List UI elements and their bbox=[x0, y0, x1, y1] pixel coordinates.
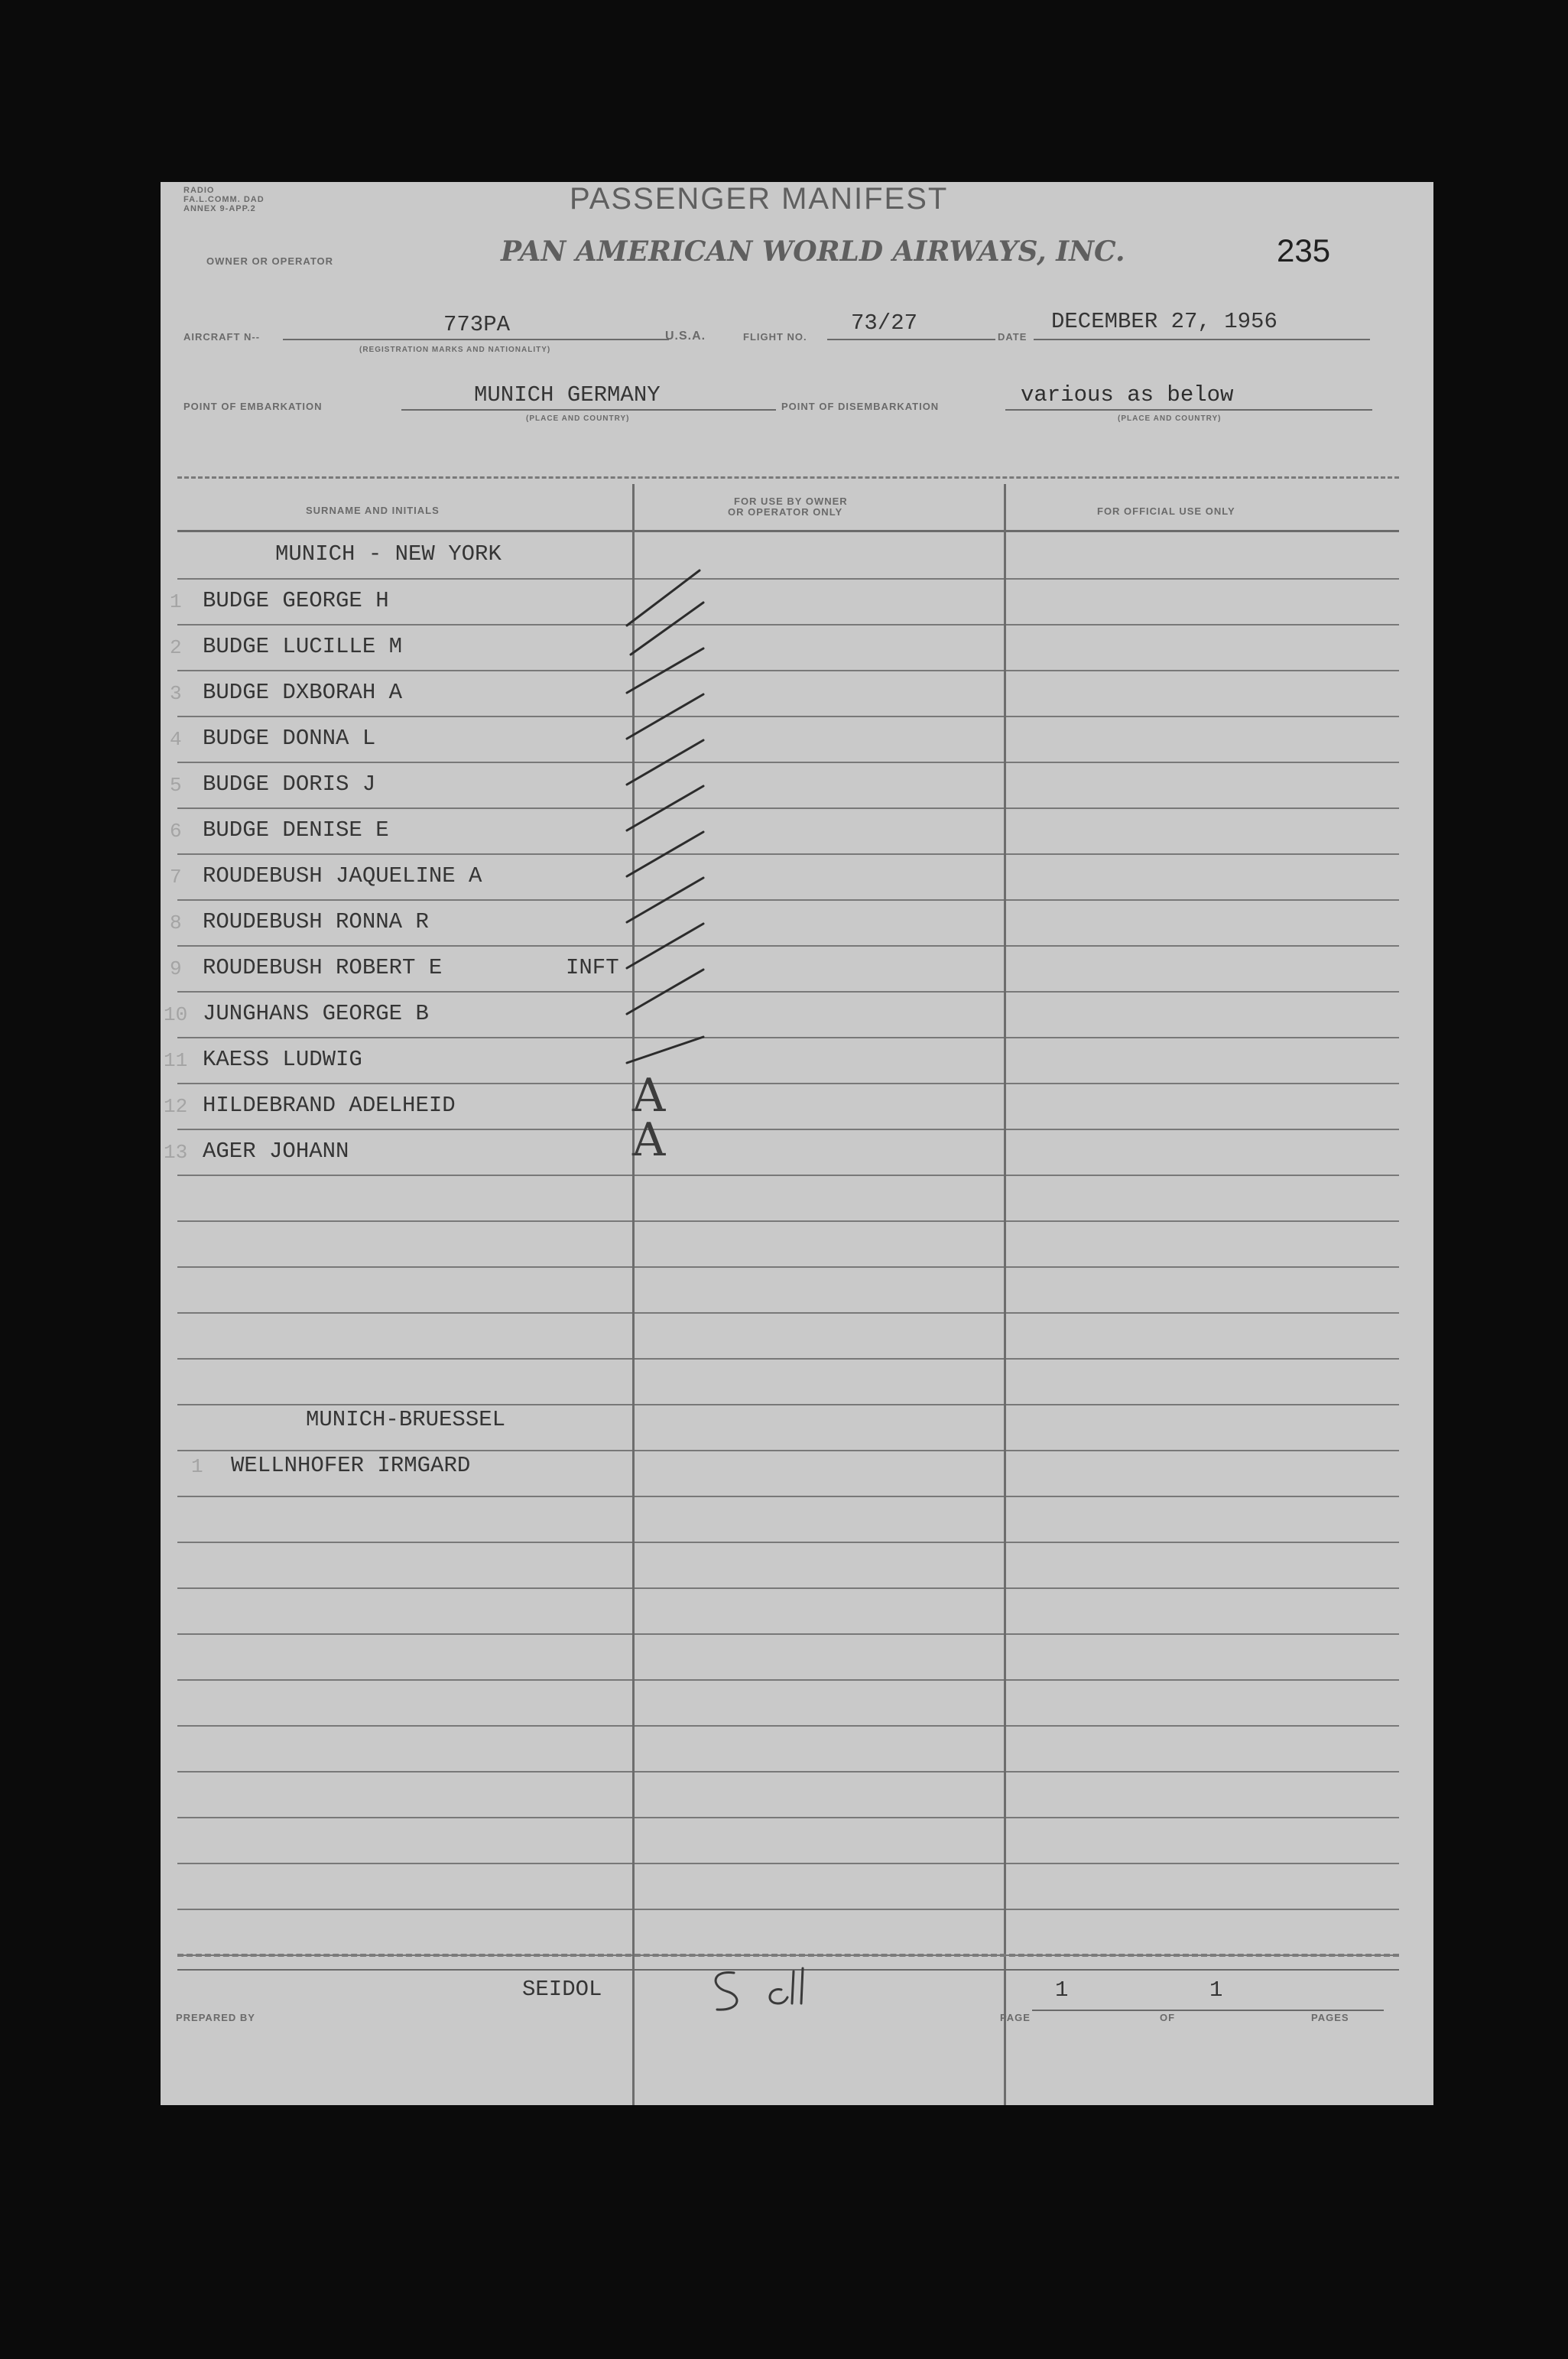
passenger-name: BUDGE DORIS J bbox=[203, 772, 376, 797]
ruled-line bbox=[177, 1725, 1399, 1727]
page-value: 1 bbox=[1055, 1977, 1069, 2003]
page-number-stamp: 235 bbox=[1277, 232, 1331, 268]
form-reference: RADIO FA.L.COMM. DAD ANNEX 9-APP.2 bbox=[183, 186, 265, 213]
ruled-line bbox=[177, 1587, 1399, 1589]
ruled-line bbox=[177, 899, 1399, 901]
passenger-name: KAESS LUDWIG bbox=[203, 1047, 362, 1072]
ruled-line bbox=[177, 853, 1399, 855]
passenger-name: ROUDEBUSH RONNA R bbox=[203, 909, 429, 934]
ruled-line bbox=[177, 1496, 1399, 1497]
ruled-line bbox=[177, 1129, 1399, 1130]
ruled-line bbox=[177, 1633, 1399, 1635]
of-label: OF bbox=[1160, 2012, 1176, 2023]
passenger-name: AGER JOHANN bbox=[203, 1139, 349, 1164]
disembarkation-label: POINT OF DISEMBARKATION bbox=[781, 401, 940, 412]
section-route-1: MUNICH - NEW YORK bbox=[275, 541, 502, 567]
ruled-line bbox=[177, 1679, 1399, 1681]
embarkation-label: POINT OF EMBARKATION bbox=[183, 401, 323, 412]
passenger-name: ROUDEBUSH ROBERT E bbox=[203, 955, 443, 980]
ruled-line bbox=[177, 1175, 1399, 1176]
owner-mark-a-1: A bbox=[632, 1069, 666, 1123]
ruled-line bbox=[177, 1450, 1399, 1451]
column-header-owner-2: OR OPERATOR ONLY bbox=[728, 506, 843, 518]
ruled-line bbox=[177, 578, 1399, 580]
aircraft-label: AIRCRAFT N-- bbox=[183, 331, 261, 343]
flight-label: FLIGHT NO. bbox=[743, 331, 807, 343]
passenger-name: HILDEBRAND ADELHEID bbox=[203, 1093, 456, 1118]
passenger-name: BUDGE DONNA L bbox=[203, 726, 376, 751]
signature bbox=[696, 1964, 872, 2017]
owner-mark-a-2: A bbox=[632, 1113, 666, 1167]
place-caption-embark: (PLACE AND COUNTRY) bbox=[526, 414, 630, 423]
ruled-line bbox=[177, 716, 1399, 717]
owner-label: OWNER OR OPERATOR bbox=[206, 255, 334, 267]
ruled-line bbox=[177, 1909, 1399, 1910]
passenger-name: WELLNHOFER IRMGARD bbox=[231, 1453, 471, 1478]
prepared-by-name: SEIDOL bbox=[522, 1977, 602, 2002]
ruled-line bbox=[177, 1037, 1399, 1038]
column-header-owner-1: FOR USE BY OWNER bbox=[734, 496, 848, 507]
passenger-name: JUNGHANS GEORGE B bbox=[203, 1001, 429, 1026]
ruled-line bbox=[177, 1312, 1399, 1314]
airline-name: PAN AMERICAN WORLD AIRWAYS, INC. bbox=[501, 236, 1125, 268]
passenger-name: BUDGE LUCILLE M bbox=[203, 634, 403, 659]
usa-label: U.S.A. bbox=[665, 330, 706, 343]
ruled-line bbox=[177, 945, 1399, 947]
embarkation-value: MUNICH GERMANY bbox=[474, 382, 661, 408]
column-header-official: FOR OFFICIAL USE ONLY bbox=[1097, 505, 1235, 517]
total-pages-value: 1 bbox=[1209, 1977, 1223, 2003]
place-caption-disembark: (PLACE AND COUNTRY) bbox=[1118, 414, 1222, 423]
ruled-line bbox=[177, 1817, 1399, 1818]
ruled-line bbox=[177, 1542, 1399, 1543]
ruled-line bbox=[177, 1083, 1399, 1084]
check-marks bbox=[619, 564, 742, 1283]
column-header-surname: SURNAME AND INITIALS bbox=[306, 505, 440, 516]
passenger-name: ROUDEBUSH JAQUELINE A bbox=[203, 863, 482, 889]
passenger-name: BUDGE GEORGE H bbox=[203, 588, 389, 613]
ruled-line bbox=[177, 1404, 1399, 1405]
passenger-name: BUDGE DENISE E bbox=[203, 817, 389, 843]
registration-caption: (REGISTRATION MARKS AND NATIONALITY) bbox=[359, 346, 551, 354]
pages-label: PAGES bbox=[1311, 2012, 1349, 2023]
ruled-line bbox=[177, 624, 1399, 625]
ruled-line bbox=[177, 762, 1399, 763]
prepared-by-label: PREPARED BY bbox=[176, 2012, 255, 2023]
form-title: PASSENGER MANIFEST bbox=[570, 182, 949, 216]
ruled-line bbox=[177, 670, 1399, 671]
section-route-2: MUNICH-BRUESSEL bbox=[306, 1407, 506, 1432]
passenger-name: BUDGE DXBORAH A bbox=[203, 680, 403, 705]
ruled-line bbox=[177, 1358, 1399, 1360]
date-value: DECEMBER 27, 1956 bbox=[1051, 309, 1277, 334]
ruled-line bbox=[177, 1863, 1399, 1864]
manifest-page: RADIO FA.L.COMM. DAD ANNEX 9-APP.2 PASSENGER MANIFEST PAN AMERICAN WORLD AIRWAYS, INC. OWNER OR OPERATOR 235 AIRCRAFT N-- 773PA (REGISTRATION MARKS AND NATIONALITY) U.S.A. FLIGHT NO. 73/27 DATE DECEMBER 27, 1956 POINT OF EMBARKATION MUNICH GERMANY (PLACE AND COUNTRY) POINT OF DISEMBARKATION various as below (PLACE AND COUNTRY) SURNAME AND INITIALS FOR USE BY OWNER OR OPERATOR ONLY FOR OFFICIAL USE ONLY MUNICH - NEW YORK 1 BUDGE GEORGE H 2 BUDGE LUCILLE M 3 BUDGE DXBORAH A 4 BUDGE DONNA L 5 BUDGE DORIS J 6 BUDGE DENISE E 7 ROUDEBUSH JAQUELINE A 8 ROUDEBUSH RONNA R 9 ROUDEBUSH ROBERT E INFT 10 JUNGHANS GEORGE B 11 KAESS LUDWIG 12 HILDEBRAND ADELHEID 13 AGER JOHANN A A MUNICH-BRUESSEL 1 WELLNHOFER IRMGARD SEIDOL PREPARED BY PAGE 1 OF 1 PAGES bbox=[161, 182, 1433, 2105]
disembarkation-value: various as below bbox=[1021, 382, 1234, 408]
ruled-line bbox=[177, 807, 1399, 809]
ruled-line bbox=[177, 991, 1399, 993]
ruled-line bbox=[177, 1220, 1399, 1222]
flight-value: 73/27 bbox=[851, 310, 918, 336]
date-label: DATE bbox=[998, 331, 1027, 343]
page-label: PAGE bbox=[1000, 2012, 1031, 2023]
ruled-line bbox=[177, 1266, 1399, 1268]
aircraft-value: 773PA bbox=[443, 312, 511, 337]
ruled-line bbox=[177, 1771, 1399, 1772]
passenger-note: INFT bbox=[566, 955, 619, 980]
